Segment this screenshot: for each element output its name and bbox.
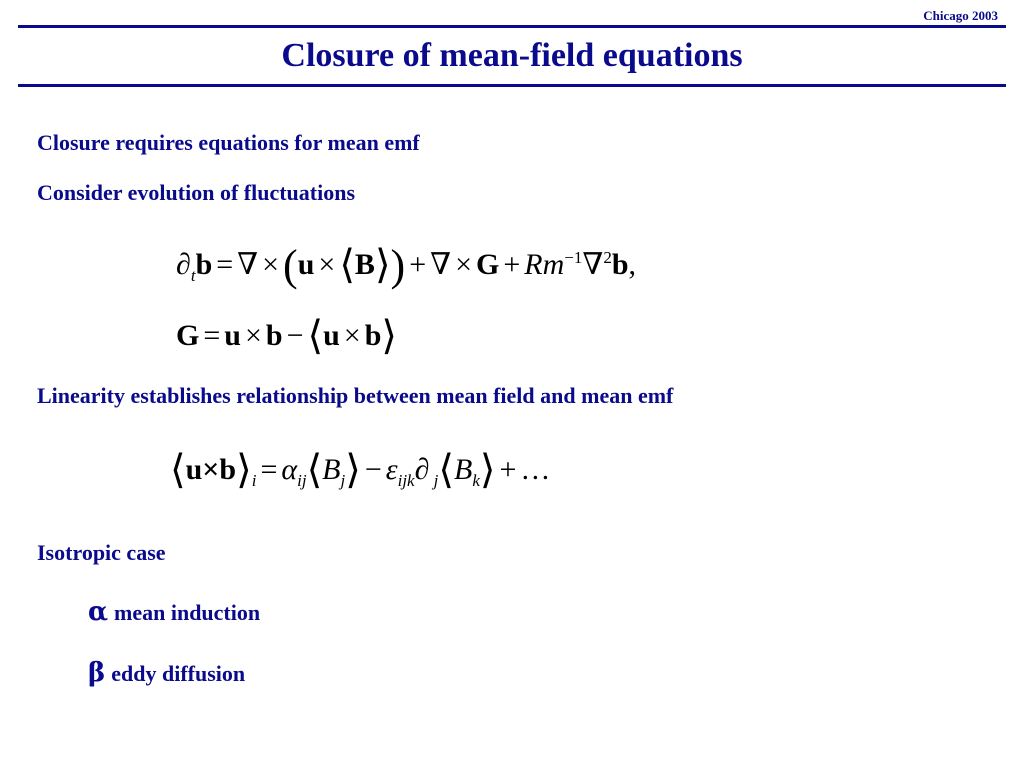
alpha-text: mean induction — [114, 600, 261, 625]
bullet-isotropic: Isotropic case — [37, 540, 166, 565]
alpha-symbol: α — [88, 597, 109, 627]
beta-text: eddy diffusion — [111, 661, 246, 686]
equation-emf-expansion: $⟨u\times b⟩_i$ = $\alpha_{ij}⟨B_j⟩ - \varepsilon_{ijk}\partial$ $_j⟨B_k⟩$ + … — [170, 447, 551, 492]
header-tag: Chicago 2003 — [923, 8, 998, 23]
page-title: Closure of mean-field equations — [281, 37, 743, 74]
beta-symbol: β — [88, 658, 106, 688]
equation-g-definition: G = u × b − ⟨u × b⟩ — [176, 313, 397, 358]
subitem-alpha — [88, 597, 260, 627]
bullet-linearity: Linearity establishes relationship between mean field and mean emf — [37, 383, 674, 408]
bullet-evolution: Consider evolution of fluctuations — [37, 180, 356, 205]
bullet-closure: Closure requires equations for mean emf — [37, 130, 420, 155]
top-rule — [18, 25, 1006, 28]
bottom-rule — [18, 84, 1006, 87]
subitem-beta — [88, 658, 245, 688]
equation-induction: $\partial_tb$ = ∇ ×(u × ⟨B⟩) + ∇ × $G + Rm^{-1}\nabla^2b$, — [176, 241, 636, 290]
